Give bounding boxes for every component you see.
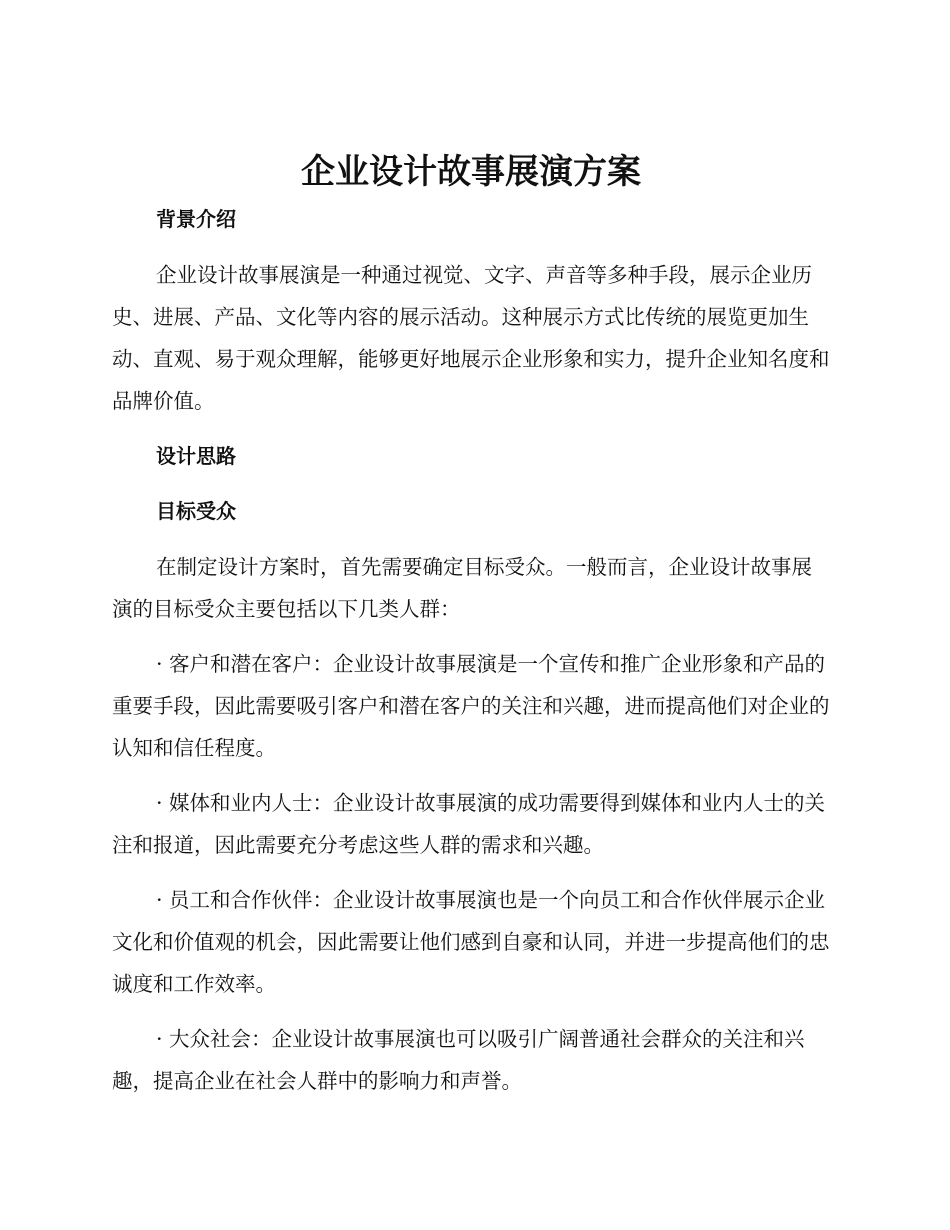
- bullet-item-employees: · 员工和合作伙伴：企业设计故事展演也是一个向员工和合作伙伴展示企业文化和价值观的机会，因此需要让他们感到自豪和认同，并进一步提高他们的忠诚度和工作效率。: [112, 888, 830, 996]
- bullet-item-customers: · 客户和潜在客户：企业设计故事展演是一个宣传和推广企业形象和产品的重要手段，因此需要吸引客户和潜在客户的关注和兴趣，进而提高他们对企业的认知和信任程度。: [112, 652, 830, 760]
- section-heading-design-approach: 设计思路: [156, 444, 236, 468]
- section-heading-background: 背景介绍: [156, 207, 236, 231]
- paragraph-background: 企业设计故事展演是一种通过视觉、文字、声音等多种手段，展示企业历史、进展、产品、文化等内容的展示活动。这种展示方式比传统的展览更加生动、直观、易于观众理解，能够更好地展示企业形象和实力，提升企业知名度和品牌价值。: [112, 263, 830, 413]
- bullet-item-media: · 媒体和业内人士：企业设计故事展演的成功需要得到媒体和业内人士的关注和报道，因此需要充分考虑这些人群的需求和兴趣。: [112, 791, 826, 857]
- section-heading-target-audience: 目标受众: [156, 499, 236, 523]
- document-title: 企业设计故事展演方案: [301, 152, 641, 192]
- bullet-item-public: · 大众社会：企业设计故事展演也可以吸引广阔普通社会群众的关注和兴趣，提高企业在社会人群中的影响力和声誉。: [112, 1027, 805, 1093]
- paragraph-target-audience-intro: 在制定设计方案时，首先需要确定目标受众。一般而言，企业设计故事展演的目标受众主要包括以下几类人群：: [112, 555, 812, 621]
